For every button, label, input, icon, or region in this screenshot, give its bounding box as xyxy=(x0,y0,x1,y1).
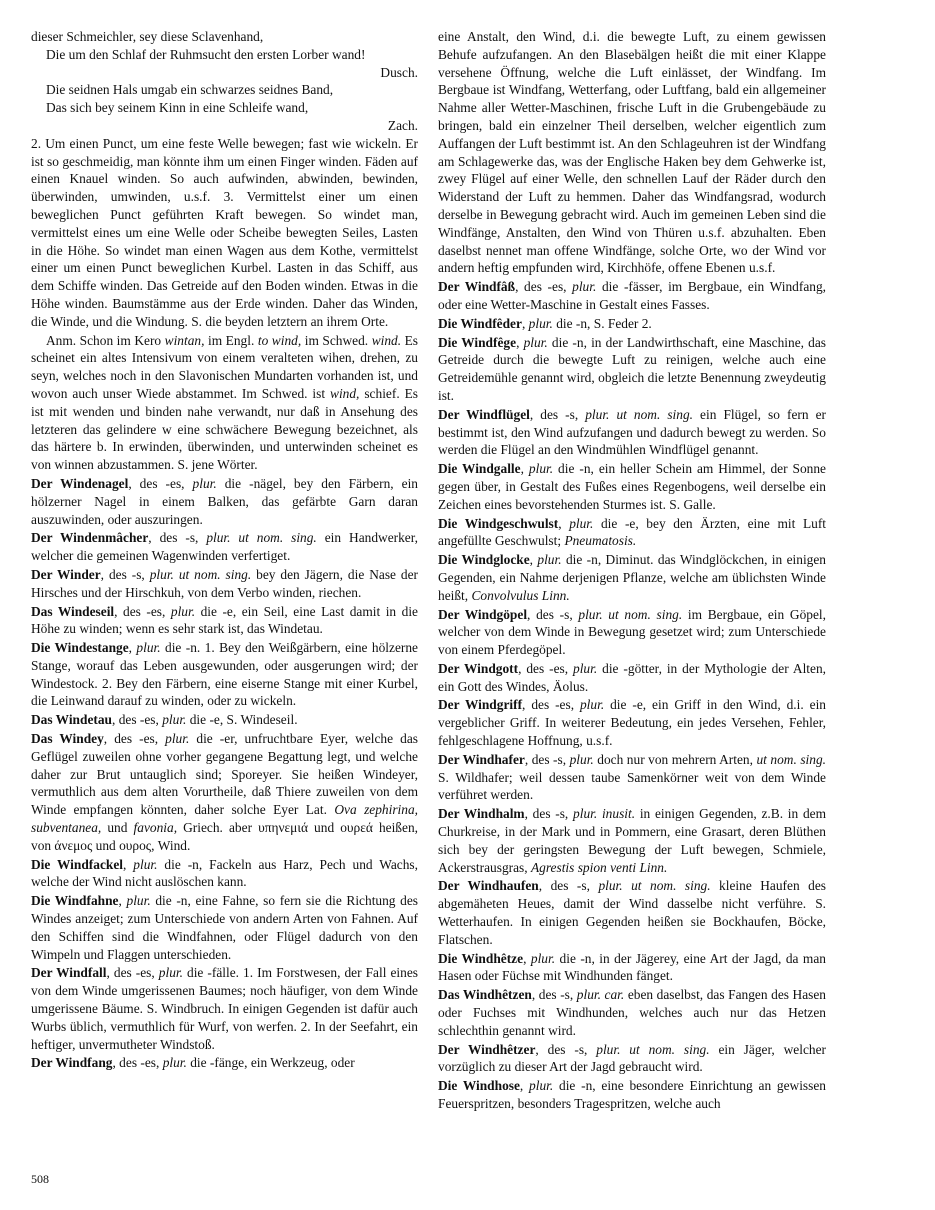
dictionary-entry: Der Windgott, des -es, plur. die -götter, in der Mythologie der Alten, ein Gott des Windes, Äolus. xyxy=(438,660,826,694)
dictionary-entry: Die Windfahne, plur. die -n, eine Fahne, so fern sie die Richtung des Windes anzeiget; zum Unterschiede von andern Arten von Fahnen. Auf den Schiffen sind die Windfahnen, oder Flügel dadurch von den Wimpeln und Flaggen unterschieden. xyxy=(31,893,418,962)
dictionary-entry: Der Windfall, des -es, plur. die -fälle. 1. Im Forstwesen, der Fall eines von dem Winde umgerissenen Baumes; noch häufiger, von dem Winde umgerissene Bäume. S. Windbruch. In einigen Gegenden ist dafür auch Wurbs üblich, vermuthlich für Wurf, von werfen. 2. In der Seefahrt, ein heftiger, unvermutheter Windstoß. xyxy=(31,965,418,1052)
headword: Der Windenmâcher xyxy=(31,530,149,546)
dictionary-entry: Die Windfackel, plur. die -n, Fackeln aus Harz, Pech und Wachs, welche der Wind nicht auslöschen kann. xyxy=(31,856,418,890)
dictionary-entry: Das Windey, des -es, plur. die -er, unfruchtbare Eyer, welche das Geflügel zuweilen ohne vorher gegangene Begattung legt, und welche daher zur Brut untauglich sind; Sporeyer. Sie heißen Windeyer, vermuthlich aus dem alten Vorurtheile, daß Thiere zuweilen von dem Winde empfangen könnten, daher solche Eyer Lat. Ova zephirina, subventanea, und favonia, Griech. aber υπηνεμιά und ουρεά heißen, von άνεμος und ουρος, Wind. xyxy=(31,731,419,853)
headword: Der Windenagel xyxy=(31,475,129,491)
dictionary-entry: Der Windfang, des -es, plur. die -fänge, ein Werkzeug, oder xyxy=(31,1055,355,1071)
dictionary-entry: Der Windgriff, des -es, plur. die -e, ein Griff in den Wind, d.i. ein vergeblicher Griff. In weiterer Bedeutung, ein jedes Versehen, Fehler, fehlgeschlagene Hoffnung, u.s.f. xyxy=(438,697,827,749)
dictionary-entry: Die Windfêder, plur. die -n, S. Feder 2. xyxy=(438,315,652,331)
headword: Der Windfall xyxy=(31,965,107,981)
paragraph: dieser Schmeichler, sey diese Sclavenhand, xyxy=(31,29,264,44)
paragraph: 2. Um einen Punct, um eine feste Welle bewegen; fast wie wickeln. Er ist so geschmeidig, man könnte ihm um einen Finger winden. Fäden auf einen Knauel winden. So auch aufwinden, abwinden, bewinden, überwinden, umwinden, u.s.f. 3. Vermittelst einer um einen beweglichen Punct geführten Kraft bewegen. So windet man, vermittelst eines um eine Welle oder Scheibe bewegten Seiles, Lasten in die Höhe. So windet man einen Wagen aus dem Kothe, vermittelst einer um einen Punct beweglichen Kurbel. Lasten in das Schiff, aus dem Schiffe winden. Das Getreide auf den Boden winden. Etwas in die Höhe winden. Baumstämme aus der Erde winden. Daher das Winden, die Winde, und die Windung. S. die beyden letztern an ihrem Orte. xyxy=(31,135,418,329)
headword: Die Windhêtze xyxy=(438,950,524,966)
headword: Der Windhafer xyxy=(438,751,525,767)
headword: Der Winder xyxy=(31,566,101,582)
left-column xyxy=(31,28,418,1073)
verse-source: Dusch. xyxy=(380,64,418,80)
headword: Das Windey xyxy=(31,731,104,747)
headword: Der Windgriff xyxy=(438,697,523,713)
page-number: 508 xyxy=(31,1172,49,1186)
dictionary-entry: Der Windenmâcher, des -s, plur. ut nom. sing. ein Handwerker, welcher die gemeinen Wagenwinden verfertiget. xyxy=(31,530,419,564)
headword: Die Windfêder xyxy=(438,315,522,331)
dictionary-entry: Die Windgalle, plur. die -n, ein heller Schein am Himmel, der Sonne gegen über, in Gestalt des Fußes eines Regenbogens, weil derselbe ein Zeichen eines bevorstehenden Sturmes ist. S. Galle. xyxy=(438,461,826,512)
headword: Der Windflügel xyxy=(438,406,530,422)
dictionary-entry: Der Windhalm, des -s, plur. inusit. in einigen Gegenden, z.B. in dem Churkreise, in der Mark und in Pommern, eine Grasart, deren Blüthen sich bey der geringsten Bewegung der Luft bewegen, Schmiele, Ackerstrausgras, Agrestis spion venti Linn. xyxy=(438,806,826,875)
dictionary-entry: Der Windhaufen, des -s, plur. ut nom. sing. kleine Haufen des abgemäheten Heues, damit der Wind dasselbe nicht verführe. S. Wetterhaufen. In einigen Gegenden heißen sie Bockhaufen, Böcke, Flatschen. xyxy=(438,878,826,947)
dictionary-entry: Die Windhêtze, plur. die -n, in der Jägerey, eine Art der Jagd, da man Hasen oder Füchse mit Windhunden fänget. xyxy=(438,950,826,984)
headword: Die Windestange xyxy=(31,640,129,656)
dictionary-entry: Der Windfâß, des -es, plur. die -fässer, im Bergbaue, ein Windfang, oder eine Wetter-Maschine in Gestalt eines Fasses. xyxy=(438,279,826,312)
dictionary-entry: Der Windhafer, des -s, plur. doch nur von mehrern Arten, ut nom. sing. S. Wildhafer; weil dessen taube Samenkörner weit von dem Winde verführet werden. xyxy=(438,751,826,803)
headword: Der Windfâß xyxy=(438,279,516,295)
dictionary-entry: Der Windhêtzer, des -s, plur. ut nom. sing. ein Jäger, welcher vorzüglich zu dieser Art der Jagd gebraucht wird. xyxy=(438,1041,826,1075)
dictionary-entry: Das Windhêtzen, des -s, plur. car. eben daselbst, das Fangen des Hasen oder Fuchses mit Windhunden, welches auch nur das Hetzen schlechthin genannt wird. xyxy=(438,987,826,1038)
verse-line: Die um den Schlaf der Ruhmsucht den ersten Lorber wand! xyxy=(46,46,366,62)
headword: Das Windeseil xyxy=(31,603,115,619)
headword: Der Windgöpel xyxy=(438,606,528,622)
headword: Der Windhêtzer xyxy=(438,1041,536,1057)
headword: Die Windfahne xyxy=(31,893,119,909)
headword: Der Windgott xyxy=(438,660,519,676)
headword: Die Windgeschwulst xyxy=(438,515,559,531)
headword: Das Windetau xyxy=(31,712,112,728)
headword: Der Windhalm xyxy=(438,806,525,822)
dictionary-entry: Die Windhose, plur. die -n, eine besondere Einrichtung an gewissen Feuerspritzen, besonders Tragespritzen, welche auch xyxy=(438,1078,826,1112)
paragraph: eine Anstalt, den Wind, d.i. die bewegte Luft, zu einem gewissen Behufe aufzufangen. An den Blasebälgen heißt die mit einer Klappe versehene Öffnung, welche die Luft einlässet, der Windfang. Im Bergbaue ist Windfang, Wetterfang, oder Luftfang, bald ein allgemeiner Nahme aller Wetter-Maschinen, frische Luft in die Grubengebäude zu bringen, bald ein einzelner Theil derselben, welcher eigentlich zum Auffangen der Luft bestimmt ist. An den Schlageuhren ist der Windfang am Schlagewerke das, was der Englische Haken bey dem Gehwerke ist, zwey Flügel auf einer Welle, den schnellen Lauf der Räder durch den Widerstand der Luft zu hemmen. Daher das Windfangsrad, wodurch derselbe in Bewegung gebracht wird. Auch im gemeinen Leben sind die Windfänge, Anstalten, den Wind von Thüren u.s.f. abzuhalten. Eben daselbst nennet man offene Windfänge, solche Orte, wo der Wind vor andern heftig empfunden wird, Kirchhöfe, offene Ebenen u.s.f. xyxy=(438,29,826,276)
verse-source: Zach. xyxy=(387,117,418,133)
headword: Die Windgalle xyxy=(438,461,521,477)
dictionary-entry: Der Windgöpel, des -s, plur. ut nom. sing. im Bergbaue, ein Göpel, welcher von dem Winde in Bewegung gesetzet wird; zum Unterschiede von einem Pferdegöpel. xyxy=(438,606,826,658)
dictionary-entry: Das Windetau, des -es, plur. die -e, S. Windeseil. xyxy=(31,712,298,728)
headword: Die Windglocke xyxy=(438,552,530,568)
headword: Das Windhêtzen xyxy=(438,987,532,1003)
headword: Die Windhose xyxy=(438,1078,520,1094)
right-column xyxy=(438,28,826,1114)
dictionary-entry: Die Windgeschwulst, plur. die -e, bey den Ärzten, eine mit Luft angefüllte Geschwulst; Pneumatosis. xyxy=(438,515,827,549)
dictionary-entry: Das Windeseil, des -es, plur. die -e, ein Seil, eine Last damit in die Höhe zu winden; wenn es sehr stark ist, das Windetau. xyxy=(31,603,419,637)
annotation: Anm. Schon im Kero wintan, im Engl. to wind, im Schwed. wind. Es scheinet ein altes Intensivum von einem veralteten wihen, drehen, zu seyn, welches noch in den Slavonischen Mundarten vorhanden ist, und wovon auch unser Wiede abstammet. Im Schwed. ist wind, schief. Es ist mit wenden und binden nahe verwandt, nur daß in Ansehung des letzteren das gelindere w eine schwächere Bewegung bezeichnet, als das härtere b. In erwinden, überwinden, und unterwinden scheinet es von winnen abzustammen. S. jene Wörter. xyxy=(31,332,419,473)
dictionary-entry: Die Windestange, plur. die -n. 1. Bey den Weißgärbern, eine hölzerne Stange, worauf das Leben ausgewunden, oder ausgerungen wird; der Windestock. 2. Bey den Färbern, eine eiserne Stange mit einer Kurbel, die Leinwand darauf zu winden, oder zu wickeln. xyxy=(31,640,418,709)
headword: Der Windhaufen xyxy=(438,878,539,894)
dictionary-entry: Der Winder, des -s, plur. ut nom. sing. bey den Jägern, die Nase der Hirsches und der Hirschkuh, von dem Verbo winden, riechen. xyxy=(31,566,419,600)
dictionary-entry: Der Windflügel, des -s, plur. ut nom. sing. ein Flügel, so fern er bestimmt ist, den Wind aufzufangen und dadurch bewegt zu werden. So werden die Flügel an den Windmühlen Windflügel genannt. xyxy=(438,406,826,458)
verse-line: Das sich bey seinem Kinn in eine Schleife wand, xyxy=(46,100,309,116)
dictionary-entry: Die Windfêge, plur. die -n, in der Landwirthschaft, eine Maschine, das Getreide durch die bewegte Luft zu reinigen, welche auch eine Getreidemühle genannt wird, obgleich die letzte Benennung zweydeutig ist. xyxy=(438,334,826,403)
dictionary-entry: Die Windglocke, plur. die -n, Diminut. das Windglöckchen, in einigen Gegenden, ein Nahme derjenigen Pflanze, welche am üblichsten Winde heißt, Convolvulus Linn. xyxy=(438,552,826,603)
headword: Die Windfackel xyxy=(31,856,123,872)
dictionary-entry: Der Windenagel, des -es, plur. die -nägel, bey den Färbern, ein hölzerner Nagel in einem Balken, das gefärbte Garn daran auszuwinden, oder auszuringen. xyxy=(31,475,418,527)
verse-line: Die seidnen Hals umgab ein schwarzes seidnes Band, xyxy=(46,82,334,98)
headword: Der Windfang xyxy=(31,1055,113,1071)
headword: Die Windfêge xyxy=(438,334,517,350)
